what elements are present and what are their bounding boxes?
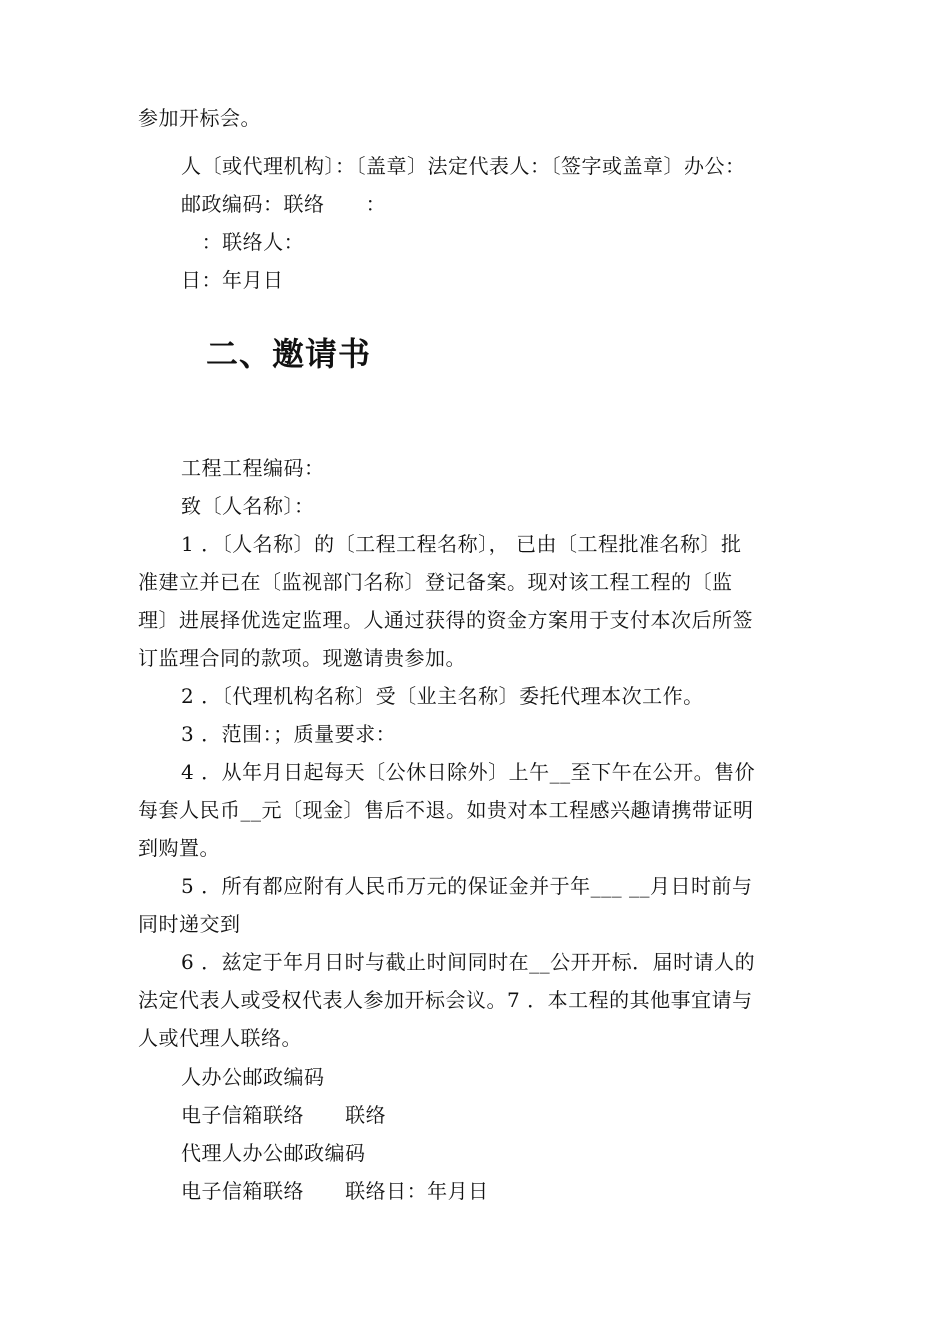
paragraph-line: 准建立并已在〔监视部门名称〕登记备案。现对该工程工程的〔监 [138, 570, 733, 594]
paragraph-line: 法定代表人或受权代表人参加开标会议。7 ．本工程的其他事宜请与 [138, 988, 753, 1012]
contact-line: 电子信箱联络 联络日：年月日 [181, 1179, 489, 1203]
paragraph-line: 6 ．兹定于年月日时与截止时间同时在__公开开标．届时请人的 [181, 950, 756, 974]
text-line: 日：年月日 [181, 268, 284, 292]
contact-line: 人办公邮政编码 [181, 1065, 325, 1089]
paragraph-line: 5 ．所有都应附有人民币万元的保证金并于年___ __月日时前与 [181, 874, 753, 898]
text-line: 人〔或代理机构〕：〔盖章〕法定代表人：〔签字或盖章〕办公： [181, 154, 746, 178]
paragraph-line: 3 ．范围：；质量要求： [181, 722, 397, 746]
text-line: 邮政编码：联络 ： [181, 192, 387, 216]
paragraph-line: 理〕进展择优选定监理。人通过获得的资金方案用于支付本次后所签 [138, 608, 753, 632]
paragraph-line: 人或代理人联络。 [138, 1026, 302, 1050]
text-line: 参加开标会。 [138, 106, 261, 130]
paragraph-line: 4 ．从年月日起每天〔公休日除外〕上午__至下午在公开。售价 [181, 760, 756, 784]
paragraph-line: 到购置。 [138, 836, 220, 860]
paragraph-line: 2 ．〔代理机构名称〕受〔业主名称〕委托代理本次工作。 [181, 684, 704, 708]
paragraph-line: 1 ．〔人名称〕的〔工程工程名称〕， 已由〔工程批准名称〕批 [181, 532, 742, 556]
recipient-line: 致〔人名称〕： [181, 494, 315, 518]
paragraph-line: 每套人民币__元〔现金〕售后不退。如贵对本工程感兴趣请携带证明 [138, 798, 754, 822]
contact-line: 代理人办公邮政编码 [181, 1141, 366, 1165]
paragraph-line: 订监理合同的款项。现邀请贵参加。 [138, 646, 466, 670]
section-heading: 二、邀请书 [206, 335, 372, 373]
text-line: ：联络人： [181, 230, 305, 254]
contact-line: 电子信箱联络 联络 [181, 1103, 387, 1127]
paragraph-line: 同时递交到 [138, 912, 241, 936]
project-code-line: 工程工程编码： [181, 456, 325, 480]
